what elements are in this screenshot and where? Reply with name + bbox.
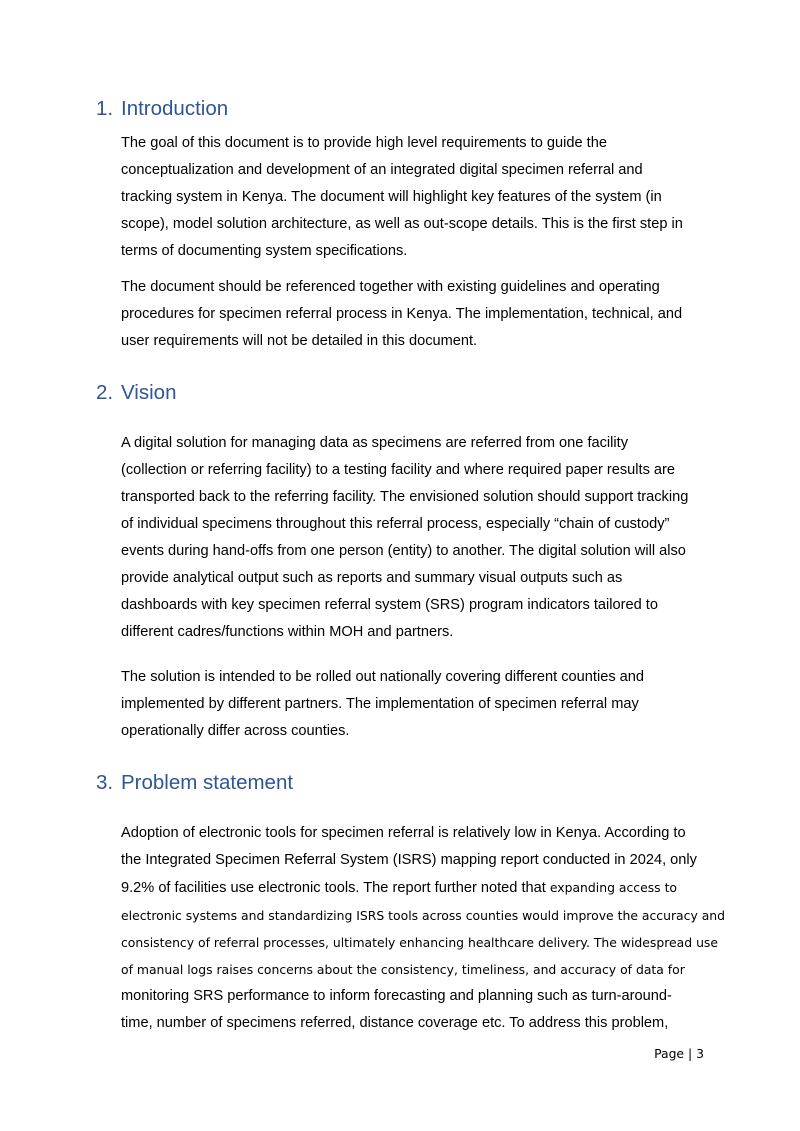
text-line: conceptualization and development of an integrated digital specimen referral and [121, 162, 643, 178]
section-heading-problem-statement [96, 770, 293, 796]
text-line: implemented by different partners. The implementation of specimen referral may [121, 696, 639, 712]
text-line: dashboards with key specimen referral system (SRS) program indicators tailored to [121, 597, 658, 613]
text-line: A digital solution for managing data as specimens are referred from one facility [121, 435, 628, 451]
section-number: 2. [96, 381, 114, 404]
section-number: 3. [96, 771, 114, 794]
text-line-alt-font: consistency of referral processes, ultimately enhancing healthcare delivery. The widespread use [121, 935, 719, 950]
text-line: monitoring SRS performance to inform forecasting and planning such as turn-around- [121, 988, 672, 1004]
text-run-alt-font: expanding access to [549, 880, 678, 895]
text-line: events during hand-offs from one person (entity) to another. The digital solution will also [121, 543, 686, 559]
text-line: scope), model solution architecture, as well as out-scope details. This is the first step in [121, 216, 683, 232]
text-run: 9.2% of facilities use electronic tools. The report further noted that [121, 880, 550, 896]
text-line: procedures for specimen referral process in Kenya. The implementation, technical, and [121, 306, 683, 322]
text-line: operationally differ across counties. [121, 723, 350, 739]
intro-paragraph-2 [121, 274, 701, 355]
vision-paragraph-1 [121, 430, 701, 646]
text-line: tracking system in Kenya. The document will highlight key features of the system (in [121, 189, 662, 205]
section-number: 1. [96, 97, 114, 120]
text-line [121, 874, 701, 902]
text-line: transported back to the referring facility. The envisioned solution should support tracking [121, 489, 689, 505]
problem-paragraph-1 [121, 820, 726, 1037]
section-heading-introduction [96, 96, 228, 122]
page-number-footer: Page | 3 [654, 1046, 704, 1061]
text-line: user requirements will not be detailed in this document. [121, 333, 478, 349]
text-line: the Integrated Specimen Referral System (ISRS) mapping report conducted in 2024, only [121, 852, 697, 868]
text-line: terms of documenting system specifications. [121, 243, 408, 259]
section-heading-vision [96, 380, 176, 406]
text-line: different cadres/functions within MOH and partners. [121, 624, 454, 640]
text-line: time, number of specimens referred, distance coverage etc. To address this problem, [121, 1015, 669, 1031]
text-line: The document should be referenced together with existing guidelines and operating [121, 279, 660, 295]
text-line-alt-font: electronic systems and standardizing ISRS tools across counties would improve the accuracy and [121, 908, 726, 923]
section-title: Introduction [121, 97, 229, 120]
section-title: Vision [121, 381, 177, 404]
section-title: Problem statement [121, 771, 294, 794]
text-line: Adoption of electronic tools for specimen referral is relatively low in Kenya. According to [121, 825, 686, 841]
text-line: of individual specimens throughout this referral process, especially “chain of custody” [121, 516, 670, 532]
vision-paragraph-2 [121, 664, 701, 745]
text-line: The solution is intended to be rolled out nationally covering different counties and [121, 669, 645, 685]
text-line: provide analytical output such as reports and summary visual outputs such as [121, 570, 623, 586]
intro-paragraph-1 [121, 130, 701, 265]
text-line-alt-font: of manual logs raises concerns about the consistency, timeliness, and accuracy of data for [121, 962, 685, 977]
text-line: The goal of this document is to provide high level requirements to guide the [121, 135, 607, 151]
text-line: (collection or referring facility) to a testing facility and where required paper results are [121, 462, 676, 478]
